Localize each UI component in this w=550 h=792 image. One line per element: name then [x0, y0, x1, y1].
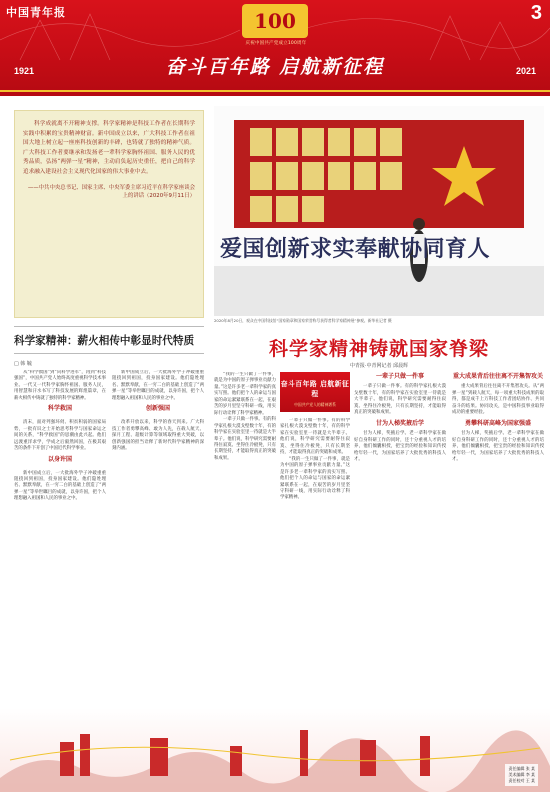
subhead-1: 科学救国 — [47, 405, 72, 413]
paragraph: 甘为人梯，奖掖后学。老一辈科学家在做好自身科研工作的同时，还十分重视人才的培养，他们倾囊相授，把宝贵的经验和知识传授给年轻一代，为国家培养了大批优秀的科技人才。 — [452, 431, 544, 462]
editor-line: 责任校对 王 某 — [508, 778, 535, 783]
subhead-3: 创新强国 — [145, 405, 170, 413]
bottom-decoration — [0, 708, 550, 792]
photo-caption: 2020年8月20日，观众在中国科技馆“国家勋章和国家荣誉称号获得者科学家精神展”参观。新华社记者 摄 — [214, 318, 392, 323]
main-article-col2 — [280, 418, 350, 702]
paragraph: 甘为人梯，奖掖后学。老一辈科学家在做好自身科研工作的同时，还十分重视人才的培养，他们倾囊相授，把宝贵的经验和知识传授给年轻一代，为国家培养了大批优秀的科技人才。 — [354, 431, 446, 462]
paragraph: 清末，面对列强环伺、积贫积弱的国家局势，一批有识之士开始思考科学与国家命运之间的关系，“科学救国”的思潮由此兴起。他们远渡重洋求学，学成之后毅然回国，在极其艰苦的条件下开创了中国近代科学事业。 — [14, 420, 106, 452]
editor-line: 美术编辑 李 某 — [508, 772, 535, 777]
editor-line: 责任编辑 张 某 — [508, 766, 535, 771]
paragraph: “我的一生只做了一件事，就是为中国的原子弹事业贡献力量。”这是许多老一辈科学家的真实写照。他们把个人的命运与国家的命运紧紧联系在一起，在艰苦的岁月里坚守科研一线，用实际行动诠释了科学家精神。 — [214, 372, 276, 416]
main-subhead-2: 甘为人梯奖掖后学 — [375, 419, 424, 427]
paragraph: 一辈子只做一件事。有的科学家扎根大漠戈壁数十年，有的科学家在实验室里一待就是大半辈子。他们说，科学研究需要耐得住寂寞、坐得住冷板凳，只有长期坚持，才能取得真正的突破和成果。 — [354, 384, 446, 416]
quote-text: 科学成就离不开精神支撑。科学家精神是科技工作者在长期科学实践中积累的宝贵精神财富。新中国成立以来，广大科技工作者在祖国大地上树立起一座座科技创新的丰碑，也铸就了独特的精神气质。广大科技工作者要继承和发扬老一辈科学家胸怀祖国、服务人民的优秀品质，弘扬“两弹一星”精神，主动肩负起历史重任，把自己的科学追求融入建设社会主义现代化国家的伟大事业中去。 — [23, 121, 195, 175]
quote-source: ——中共中央总书记、国家主席、中央军委主席习近平在科学家座谈会上的讲话（2020年9月11日） — [27, 184, 195, 199]
masthead-rule — [0, 90, 550, 92]
paragraph: 从“科学救国”到“向科学进军”，再到“科技强国”，中国共产党人始终高度重视科学技术事业。一代又一代科学家胸怀祖国、服务人民，用智慧和汗水书写了科技发展的辉煌篇章，在薪火相传中铸就了独特的科学家精神。 — [14, 370, 106, 401]
inset-subtitle: 中国共产党人的精神谱系 — [294, 402, 336, 407]
paragraph: 一辈子只做一件事。有的科学家扎根大漠戈壁数十年，有的科学家在实验室里一待就是大半辈子。他们说，科学研究需要耐得住寂寞、坐得住冷板凳，只有长期坚持，才能取得真正的突破和成果。 — [214, 417, 276, 461]
photo-slogan: 爱国创新求实奉献协同育人 — [220, 236, 491, 262]
anniversary-emblem: 100 — [242, 4, 308, 38]
paragraph: 新中国成立后，一大批海外学子冲破重重阻挠回到祖国，投身国家建设。他们隐姓埋名、默默奉献，在一穷二白的基础上创造了“两弹一星”等举世瞩目的成就，以身许国，把个人理想融入祖国和人民的事业之中。 — [112, 370, 204, 401]
quote-box — [14, 110, 204, 318]
editor-credits — [505, 764, 538, 786]
page-number: 3 — [530, 2, 542, 24]
page-banner: 奋斗百年路 启航新征程 — [165, 56, 385, 78]
paragraph: 一辈子只做一件事。有的科学家扎根大漠戈壁数十年，有的科学家在实验室里一待就是大半辈子。他们说，科学研究需要耐得住寂寞、坐得住冷板凳，只有长期坚持，才能取得真正的突破和成果。 — [280, 418, 350, 456]
paragraph: 重大成果背后往往离不开集智攻关。从“两弹一星”到载人航天，每一项重大科技成果的取得，都是成千上万科技工作者团结协作、共同奋斗的结果。协同攻关，是中国科技事业取得成功的重要经验。 — [452, 384, 544, 416]
exhibition-photo — [214, 106, 544, 316]
left-article-byline: □ 韩 毓 — [14, 361, 32, 367]
main-article-col4 — [452, 372, 544, 702]
main-article-headline: 科学家精神铸就国家脊梁 — [268, 338, 489, 360]
left-article-col2 — [112, 370, 204, 700]
main-subhead-1: 一辈子只做一件事 — [375, 373, 424, 380]
main-article-col1 — [214, 372, 276, 702]
main-article-byline: 中青报·中青网记者 邱晨辉 — [349, 363, 409, 369]
year-end: 2021 — [515, 66, 536, 76]
masthead — [0, 0, 550, 96]
main-article-col3 — [354, 372, 446, 702]
left-article-col1 — [14, 370, 106, 700]
photo-scene — [214, 106, 544, 316]
series-inset — [280, 372, 350, 412]
year-start: 1921 — [14, 66, 35, 76]
paragraph: 改革开放以来，科学的春天到来。广大科技工作者勇攀高峰、敢为人先，在载人航天、探月工程、超级计算等领域取得重大突破，以创新强国的担当诠释了新时代科学家精神的深刻内涵。 — [112, 420, 204, 452]
emblem-caption: 庆祝中国共产党成立100周年 — [245, 41, 307, 46]
inset-title: 奋斗百年路 启航新征程 — [280, 380, 350, 398]
main-subhead-3: 重大成果背后往往离不开集智攻关 — [452, 373, 543, 380]
subhead-2: 以身许国 — [47, 455, 72, 463]
paragraph: 新中国成立后，一大批海外学子冲破重重阻挠回到祖国，投身国家建设。他们隐姓埋名、默默奉献，在一穷二白的基础上创造了“两弹一星”等举世瞩目的成就，以身许国，把个人理想融入祖国和人民的事业之中。 — [14, 470, 106, 502]
left-article-headline: 科学家精神：薪火相传中彰显时代特质 — [14, 326, 204, 354]
bottom-illustration — [0, 708, 550, 792]
main-subhead-4: 勇攀科研高峰为国家强盛 — [464, 419, 531, 427]
paragraph: “我的一生只做了一件事，就是为中国的原子弹事业贡献力量。”这是许多老一辈科学家的真实写照。他们把个人的命运与国家的命运紧紧联系在一起，在艰苦的岁月里坚守科研一线，用实际行动诠释了科学家精神。 — [280, 456, 350, 501]
paper-logo: 中国青年报 — [6, 6, 66, 19]
